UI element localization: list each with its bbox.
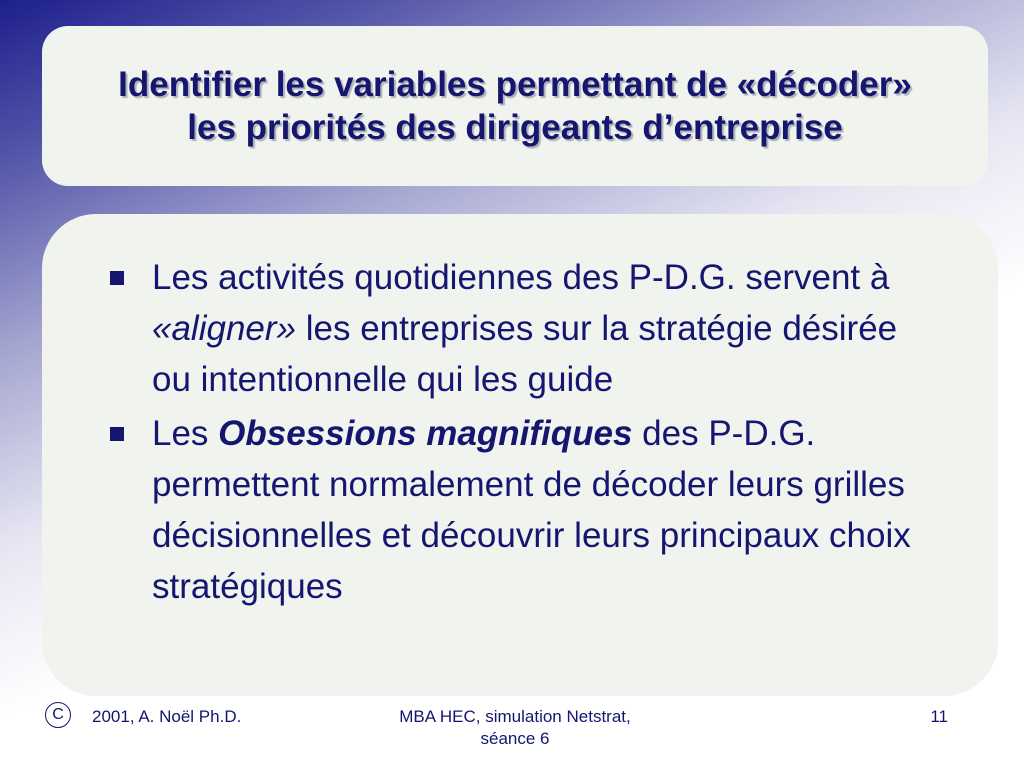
bullet-2-text-start: Les: [152, 414, 219, 453]
bullet-1-text-end: les entreprises sur la stratégie désirée ou intentionnelle qui les guide: [152, 309, 898, 399]
footer-course: [360, 706, 670, 750]
title-panel: [42, 26, 988, 186]
page-number: 11: [930, 707, 948, 726]
copyright-symbol: C: [52, 706, 64, 723]
bullet-item-obsessions: [110, 408, 938, 612]
square-bullet-icon: [110, 271, 124, 285]
bullet-2-emphasis: Obsessions magnifiques: [218, 414, 633, 453]
bullet-1-text-start: Les activités quotidiennes des P-D.G. servent à: [152, 258, 890, 297]
bullet-1-emphasis: «aligner»: [152, 309, 296, 348]
footer-author: 2001, A. Noël Ph.D.: [92, 707, 242, 726]
copyright-icon: [45, 702, 71, 728]
slide-title-line-1: Identifier les variables permettant de «décoder»: [118, 65, 912, 104]
footer-course-line-2: séance 6: [480, 729, 550, 748]
square-bullet-icon: [110, 427, 124, 441]
bullet-item-aligner: [110, 252, 938, 405]
footer-course-line-1: MBA HEC, simulation Netstrat,: [399, 707, 631, 726]
slide-title-line-2: les priorités des dirigeants d’entreprise: [187, 108, 843, 147]
content-panel: [42, 214, 998, 696]
bullet-2-text-end: des P-D.G. permettent normalement de décoder leurs grilles décisionnelles et découvrir leurs principaux choix stratégiques: [152, 414, 911, 606]
